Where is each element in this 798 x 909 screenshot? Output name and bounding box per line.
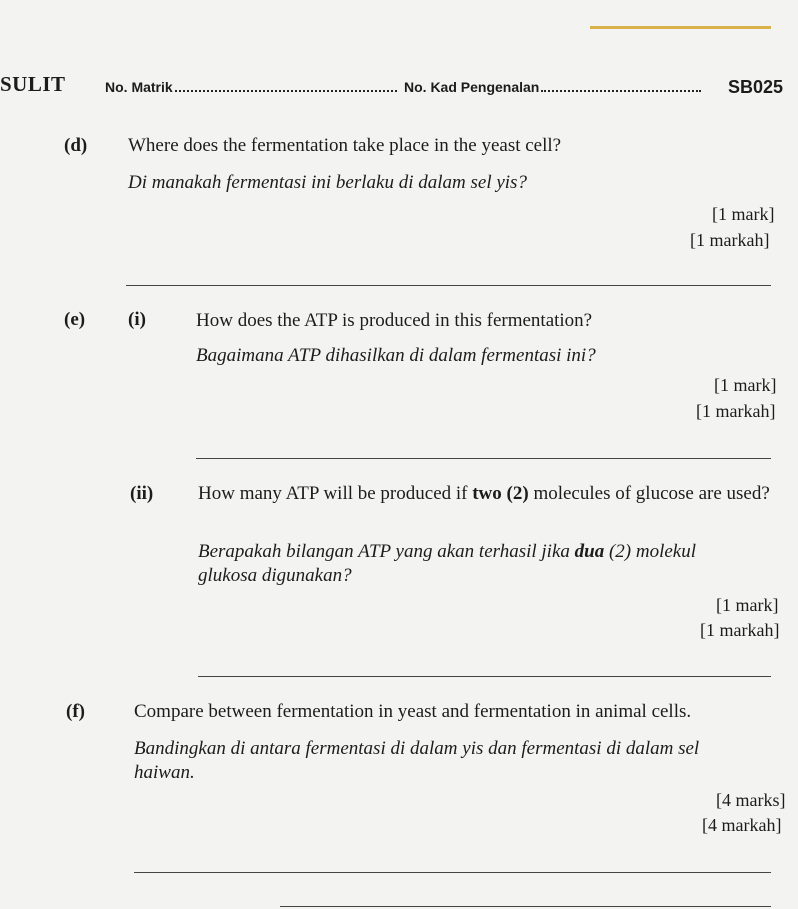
question-e-i-mark-en: [1 mark] bbox=[714, 375, 777, 395]
question-e-ii-malay-part1: Berapakah bilangan ATP yang akan terhasil jika bbox=[198, 541, 575, 562]
question-f-mark-en: [4 marks] bbox=[716, 790, 786, 810]
matric-field bbox=[105, 78, 397, 95]
matric-label: No. Matrik bbox=[105, 79, 173, 95]
ic-field bbox=[404, 78, 701, 95]
question-e-i-mark-ms: [1 markah] bbox=[696, 401, 776, 421]
ic-label: No. Kad Pengenalan bbox=[404, 79, 540, 95]
question-e-ii-mark-en: [1 mark] bbox=[716, 595, 779, 615]
question-e-ii-english-part2: molecules of glucose are used? bbox=[528, 483, 770, 504]
question-e-label: (e) bbox=[64, 309, 86, 330]
question-f-malay: Bandingkan di antara fermentasi di dalam yis dan fermentasi di dalam sel haiwan. bbox=[134, 738, 700, 783]
question-d-mark-ms: [1 markah] bbox=[690, 230, 770, 250]
question-e-ii-malay bbox=[198, 540, 758, 588]
question-e-ii-english-bold: two (2) bbox=[472, 483, 529, 504]
question-f-english: Compare between fermentation in yeast and fermentation in animal cells. bbox=[134, 701, 692, 722]
question-d-malay: Di manakah fermentasi ini berlaku di dalam sel yis? bbox=[128, 172, 527, 193]
question-e-ii-answer-line bbox=[198, 676, 771, 677]
question-e-i-label: (i) bbox=[128, 309, 146, 330]
question-d-label: (d) bbox=[64, 135, 88, 156]
question-e-i-english: How does the ATP is produced in this fermentation? bbox=[196, 310, 593, 331]
question-e-ii-mark-ms: [1 markah] bbox=[700, 620, 780, 640]
paper-code: SB025 bbox=[728, 77, 784, 97]
question-d-english: Where does the fermentation take place in the yeast cell? bbox=[128, 135, 562, 156]
question-f-label: (f) bbox=[66, 701, 85, 722]
question-f-answer-line-2 bbox=[280, 906, 771, 907]
question-e-ii-malay-part2: (2) molekul glukosa digunakan? bbox=[198, 541, 697, 586]
top-accent-line bbox=[590, 26, 771, 29]
question-e-i-malay: Bagaimana ATP dihasilkan di dalam fermentasi ini? bbox=[196, 345, 596, 366]
question-f-answer-line-1 bbox=[134, 872, 771, 873]
question-d-answer-line bbox=[126, 285, 771, 286]
question-d-mark-en: [1 mark] bbox=[712, 204, 775, 224]
sulit-label: SULIT bbox=[0, 72, 66, 96]
ic-dotted-line bbox=[541, 78, 701, 92]
question-e-i-answer-line bbox=[196, 458, 771, 459]
question-e-ii-english bbox=[198, 482, 798, 506]
question-f-mark-ms: [4 markah] bbox=[702, 815, 782, 835]
question-e-ii-english-part1: How many ATP will be produced if bbox=[198, 483, 473, 504]
question-e-ii-malay-bold: dua bbox=[574, 541, 605, 562]
question-e-ii-label: (ii) bbox=[130, 483, 154, 504]
matric-dotted-line bbox=[175, 78, 397, 92]
